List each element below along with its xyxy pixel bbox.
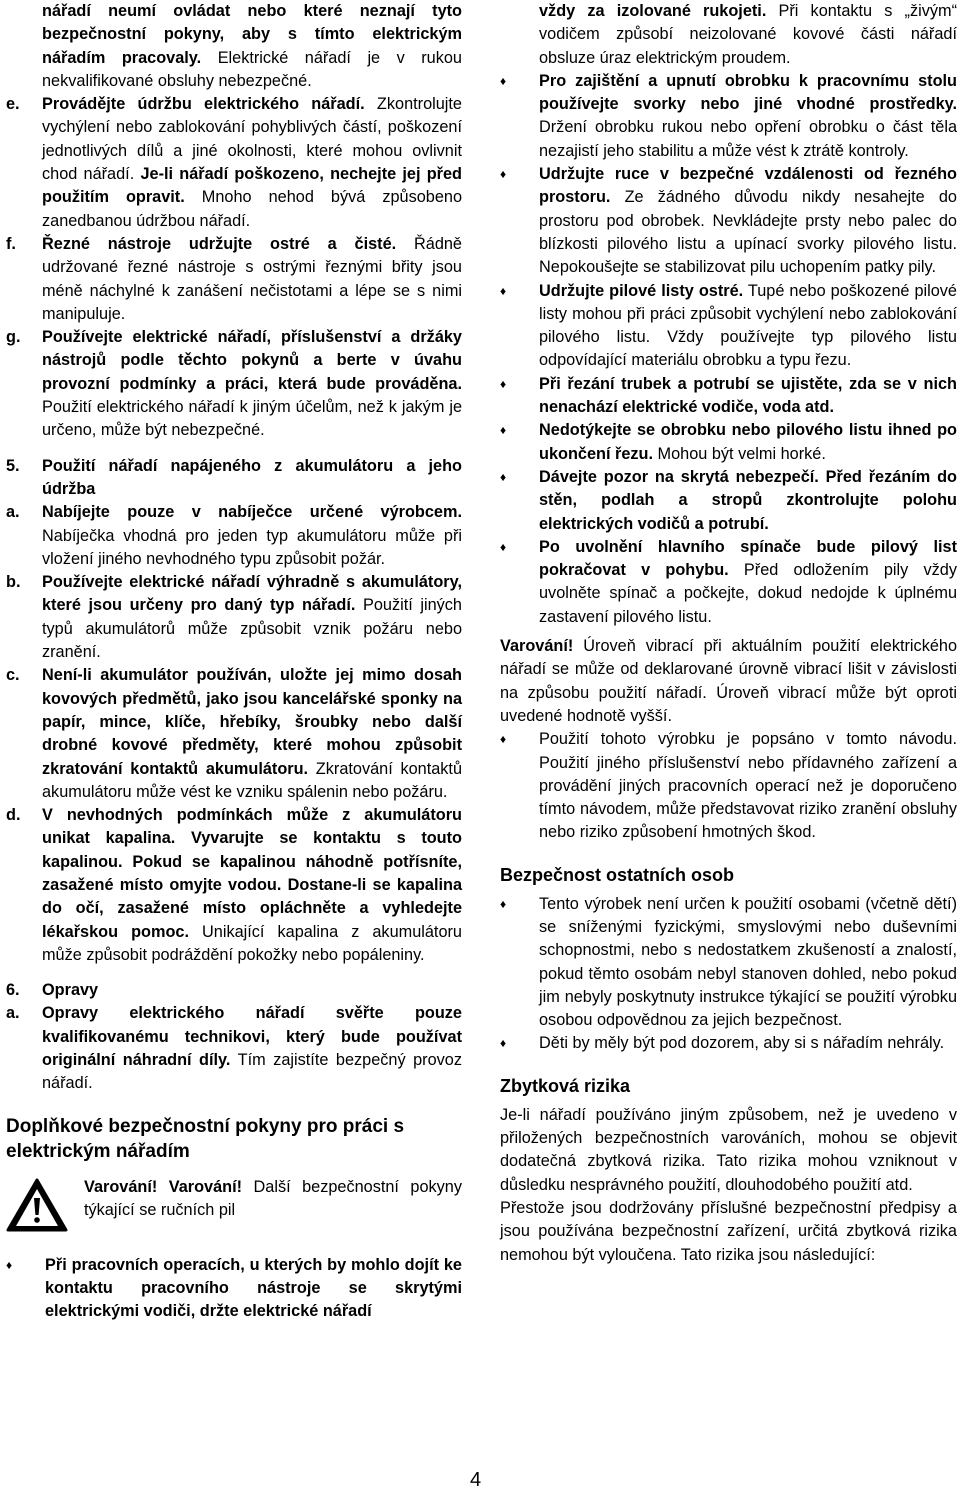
item-5c-label: c. [6,666,20,685]
bullet-sharp-blades [500,280,957,373]
item-5a-label: a. [6,503,20,522]
item-6a-bold: Opravy elektrického nářadí svěřte pouze kvalifikovanému technikovi, který bude používat originální náhradní díly. [42,1004,462,1070]
diamond-bullet-icon: ♦ [6,1257,13,1272]
item-d-continued [6,0,462,93]
item-5a-text: Nabíječka vhodná pro jeden typ akumulátoru může při vložení jiného nevhodného typu způsobit požár. [42,526,462,568]
bullet-bold: Po uvolnění hlavního spínače bude pilový list pokračovat v pohybu. [539,537,957,580]
item-d-bold: nářadí neumí ovládat nebo které neznají tyto bezpečnostní pokyny, aby s tímto elektrickým nářadím pracovaly. [42,2,462,67]
warning-bold: Varování! Varování! [84,1177,243,1196]
item-e-bold-1: Provádějte údržbu elektrického nářadí. [42,95,365,114]
vibration-warning-text: Úroveň vibrací při aktuálním použití elektrického nářadí se může od deklarované úrovně vibrací lišit v závislosti na způsobu použití nářadí. Úroveň vibrací může být oproti uvedené hodnotě vyšší. [500,637,957,725]
item-d-text: Elektrické nářadí je v rukou nekvalifikované obsluhy nebezpečné. [42,48,462,90]
item-f [6,233,462,326]
item-5c [6,664,462,804]
bullet-hidden-dangers [500,466,957,536]
diamond-bullet-icon: ♦ [500,896,507,911]
bullet-switch-release [500,536,957,629]
warning-rest: Další bezpečnostní pokyny týkající se ručních pil [84,1177,462,1219]
section-5-title: Použití nářadí napájeného z akumulátoru a jeho údržba [42,456,462,498]
bullet-text: Použití tohoto výrobku je popsáno v tomto návodu. Použití jiného příslušenství nebo přídavného zařízení a provádění jiných pracovních operací než je doporučeno tímto návodem, může představovat riziko zranění obsluhy nebo riziko způsobení hmotných škod. [539,730,957,842]
diamond-bullet-icon: ♦ [500,376,507,391]
right-column [500,0,957,1267]
item-5d-label: d. [6,806,21,825]
item-5a [6,501,462,571]
continued-bold: vždy za izolované rukojeti. [539,2,767,20]
bullet-text: Děti by měly být pod dozorem, aby si s nářadím nehrály. [539,1034,945,1053]
diamond-bullet-icon: ♦ [500,469,507,484]
bullet-text: Před odložením pily vždy uvolněte spínač a počkejte, dokud nedojde k úplnému zastavení pilového listu. [539,561,957,626]
section-6-title: Opravy [42,981,99,1000]
bullet-hidden-wires [6,1254,462,1324]
spacer [500,845,957,857]
section-6-number: 6. [6,981,20,1000]
item-5b [6,571,462,664]
bullet-others-2 [500,1032,957,1055]
item-e-text-2: Mnoho nehod bývá způsobeno zanedbanou údržbou nářadí. [42,188,462,230]
page-number: 4 [470,1469,482,1491]
item-e-bold-2: Je-li nářadí poškozeno, nechejte jej před použitím opravit. [42,165,462,207]
spacer [6,967,462,979]
item-g-label: g. [6,328,21,347]
item-e [6,93,462,233]
section-heading-others: Bezpečnost ostatních osob [500,864,735,885]
residual-risks-paragraph-2: Přestože jsou dodržovány příslušné bezpečnostní předpisy a jsou používána bezpečnostní zařízení, určitá zbytková rizika nemohou být vyloučena. Tato rizika jsou následující: [500,1198,957,1264]
bullet-pipes [500,373,957,420]
item-5c-text: Zkratování kontaktů akumulátoru může vést ke vzniku spálenin nebo požáru. [42,759,463,801]
item-5d [6,804,462,967]
diamond-bullet-icon: ♦ [500,167,507,182]
diamond-bullet-icon: ♦ [500,732,507,747]
bullet-text: Ze žádného důvodu nikdy nesahejte do prostoru pod obrobek. Nevkládejte prsty nebo palec do blízkosti pilového listu a upínací svorky pilového listu. Nepokoušejte se stabilizovat pilu uchopením patky pily. [539,188,957,277]
warning-text [84,1176,462,1223]
vibration-warning-bold: Varování! [500,637,574,656]
bullet-bold: Udržujte pilové listy ostré. [539,281,744,300]
left-column [6,0,462,1324]
warning-triangle-icon [6,1178,68,1232]
item-5c-bold: Není-li akumulátor používán, uložte jej mimo dosah kovových předmětů, jako jsou kancelářské sponky na papír, mince, klíče, hřebíky, šroubky nebo další drobné kovové předměty, které mohou způsobit zkratování kontaktů akumulátoru. [42,666,462,778]
bullet-others-1 [500,893,957,1033]
diamond-bullet-icon: ♦ [500,1036,507,1051]
item-g-text: Použití elektrického nářadí k jiným účelům, než k jakým je určeno, může být nebezpečné. [42,398,462,440]
diamond-bullet-icon: ♦ [500,283,507,298]
bullet-intended-use [500,728,957,844]
bullet-text: Držení obrobku rukou nebo opření obrobku o část těla nezajistí jeho stabilitu a může vést k ztrátě kontroly. [539,118,957,160]
section-5-number: 5. [6,456,20,475]
bullet-text: Mohou být velmi horké. [653,444,826,463]
warning-block [6,1176,462,1242]
spacer [6,443,462,455]
bullet-bold: Dávejte pozor na skrytá nebezpečí. Před řezáním do stěn, podlah a stropů zkontrolujte polohu elektrických vodičů a potrubí. [539,467,957,533]
bullet-hands [500,163,957,279]
diamond-bullet-icon: ♦ [500,73,507,88]
bullet-text: Tupé nebo poškozené pilové listy mohou při práci způsobit vychýlení nebo zablokování pilového listu. Vždy používejte typ pilového listu odpovídající materiálu obrobku a typu řezu. [539,281,957,370]
bullet-bold: Nedotýkejte se obrobku nebo pilového listu ihned po ukončení řezu. [539,421,957,463]
item-5b-bold: Používejte elektrické nářadí výhradně s akumulátory, které jsou určeny pro daný typ nářadí. [42,573,462,615]
bullet-clamps [500,70,957,163]
bullet-hot [500,419,957,466]
continued-text: Při kontaktu s „živým“ vodičem způsobí neizolované kovové části nářadí obsluze úraz elektrickým proudem. [539,2,957,67]
item-f-label: f. [6,234,16,253]
item-f-text: Řádně udržované řezné nástroje s ostrými řeznými břity jsou méně náchylné k zanášení nečistotami a lépe se s nimi manipuluje. [42,234,462,323]
bullet-text: Tento výrobek není určen k použití osobami (včetně dětí) se sníženými fyzickými, smyslovými nebo duševními schopnostmi, nebo s nedostatkem zkušeností a znalostí, pokud těmto osobám nebyl stanoven dohled, nebo pokud jim nebyly poskytnuty instrukce týkající se použití výrobku osobou odpovědnou za jejich bezpečnost. [539,894,957,1030]
diamond-bullet-icon: ♦ [500,423,507,438]
diamond-bullet-icon: ♦ [500,539,507,554]
section-5-heading [6,455,462,502]
item-5b-label: b. [6,573,21,592]
item-e-text-1: Zkontrolujte vychýlení nebo zablokování pohyblivých částí, poškození jednotlivých dílů a jiné okolnosti, které mohou ovlivnit chod nářadí. [42,95,462,184]
item-6a [6,1002,462,1095]
spacer [6,1242,462,1254]
spacer [500,1056,957,1068]
bullet-bold: Při řezání trubek a potrubí se ujistěte, zda se v nich nenachází elektrické vodiče, voda atd. [539,374,957,417]
item-5b-text: Použití jiných typů akumulátorů může způsobit vznik požáru nebo zranění. [42,596,462,662]
section-heading-residual-risks: Zbytková rizika [500,1075,631,1096]
spacer [6,1164,462,1176]
vibration-warning [500,635,957,728]
item-5d-text: Unikající kapalina z akumulátoru může způsobit podráždění pokožky nebo popáleniny. [42,922,462,964]
residual-risks-paragraph-1: Je-li nářadí používáno jiným způsobem, než je uvedeno v přiložených bezpečnostních varováních, mohou se objevit dodatečná zbytková rizika. Tato rizika mohou vzniknout v důsledku nesprávného použití, dlouhodobého použití atd. [500,1105,957,1194]
item-g [6,326,462,442]
section-6-heading [6,979,462,1002]
bullet-bold: Pro zajištění a upnutí obrobku k pracovnímu stolu používejte svorky nebo jiné vhodné prostředky. [539,71,957,114]
item-6a-text: Tím zajistíte bezpečný provoz nářadí. [42,1051,462,1093]
item-g-bold: Používejte elektrické nářadí, příslušenství a držáky nástrojů podle těchto pokynů a berte v úvahu provozní podmínky a práci, která bude prováděna. [42,328,462,393]
section-heading-additional-safety: Doplňkové bezpečnostní pokyny pro práci s elektrickým nářadím [6,1115,405,1162]
item-f-bold: Řezné nástroje udržujte ostré a čisté. [42,234,397,253]
item-6a-label: a. [6,1004,20,1023]
spacer [6,1096,462,1108]
bullet-hidden-wires-text: Při pracovních operacích, u kterých by mohlo dojít ke kontaktu pracovního nástroje se skrytými elektrickými vodiči, držte elektrické nářadí [45,1255,462,1321]
bullet-hidden-wires-continued [500,0,957,70]
item-5a-bold: Nabíjejte pouze v nabíječce určené výrobcem. [42,503,462,522]
bullet-bold: Udržujte ruce v bezpečné vzdálenosti od řezného prostoru. [539,165,957,207]
item-5d-bold: V nevhodných podmínkách může z akumulátoru unikat kapalina. Vyvarujte se kontaktu s touto kapalinou. Pokud se kapalinou náhodně potřísníte, zasažené místo omyjte vodou. Dostane-li se kapalina do očí, zasažené místo opláchněte a vyhledejte lékařskou pomoc. [42,806,462,941]
item-e-label: e. [6,95,20,114]
